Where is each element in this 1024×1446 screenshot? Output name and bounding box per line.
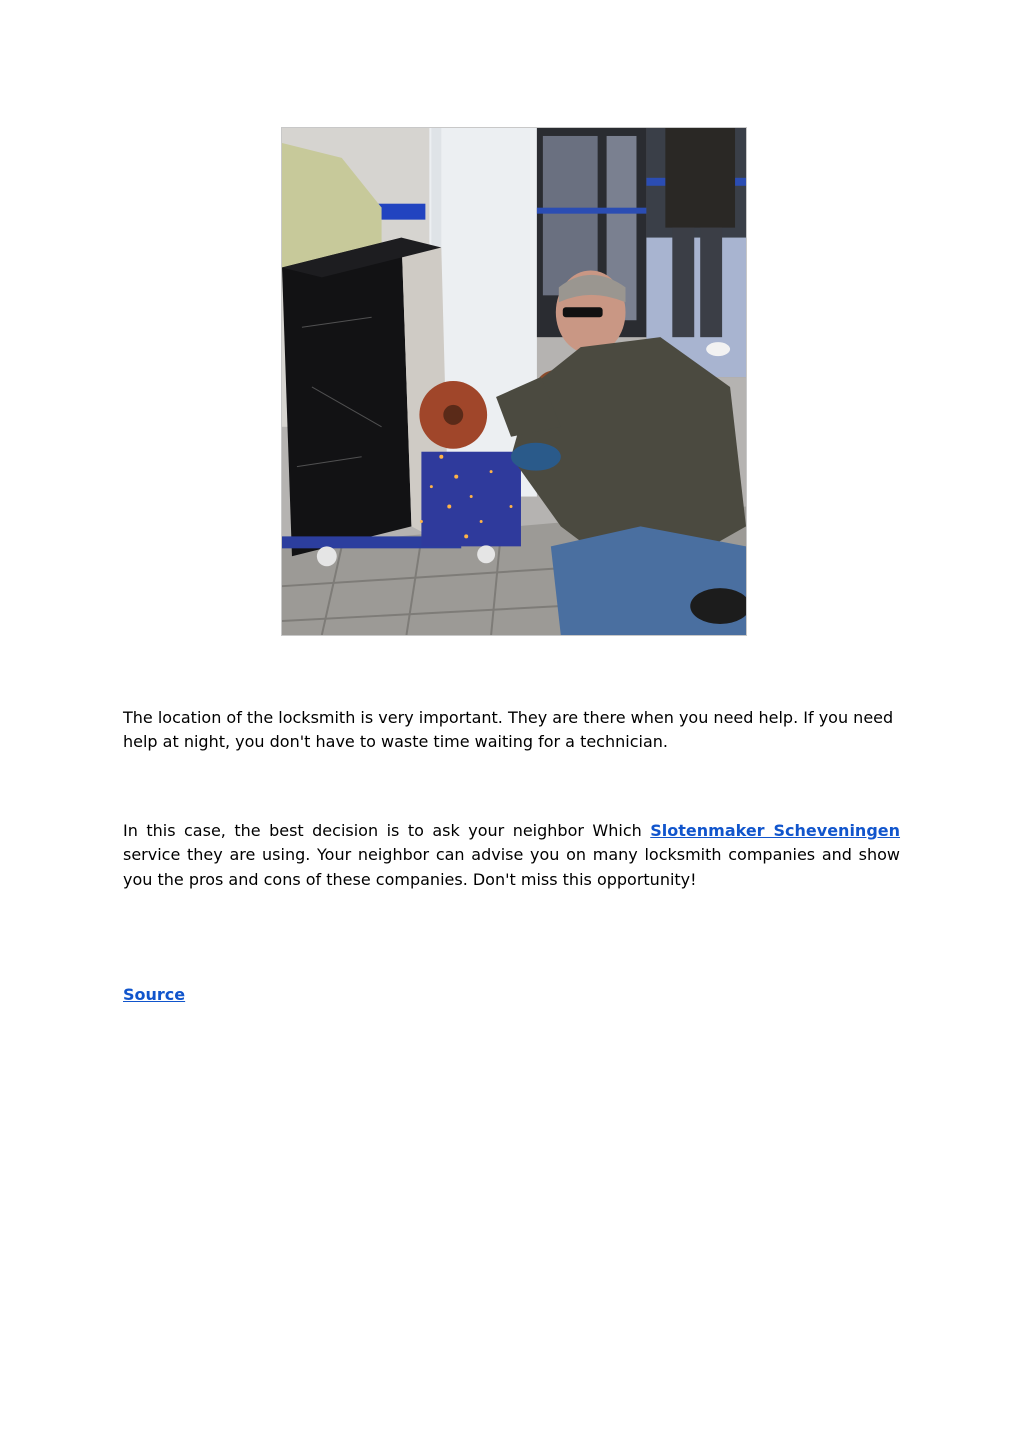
paragraph-ask-neighbor-intro: In this case, the best decision is to ask your neighbor Which [123, 821, 651, 840]
locksmith-photo [281, 127, 747, 636]
source-paragraph [123, 983, 900, 1007]
paragraph-ask-neighbor [123, 819, 900, 892]
locksmith-photo-illustration [282, 128, 746, 635]
source-link[interactable]: Source [123, 985, 186, 1004]
slotenmaker-scheveningen-link[interactable]: Slotenmaker Scheveningen [650, 821, 901, 840]
paragraph-locksmith-location: The location of the locksmith is very important. They are there when you need help. If you need help at night, you don't have to waste time waiting for a technician. [123, 708, 894, 752]
paragraph-ask-neighbor-rest: service they are using. Your neighbor can advise you on many locksmith companies and show you the pros and cons of these companies. Don't miss this opportunity! [123, 845, 900, 889]
